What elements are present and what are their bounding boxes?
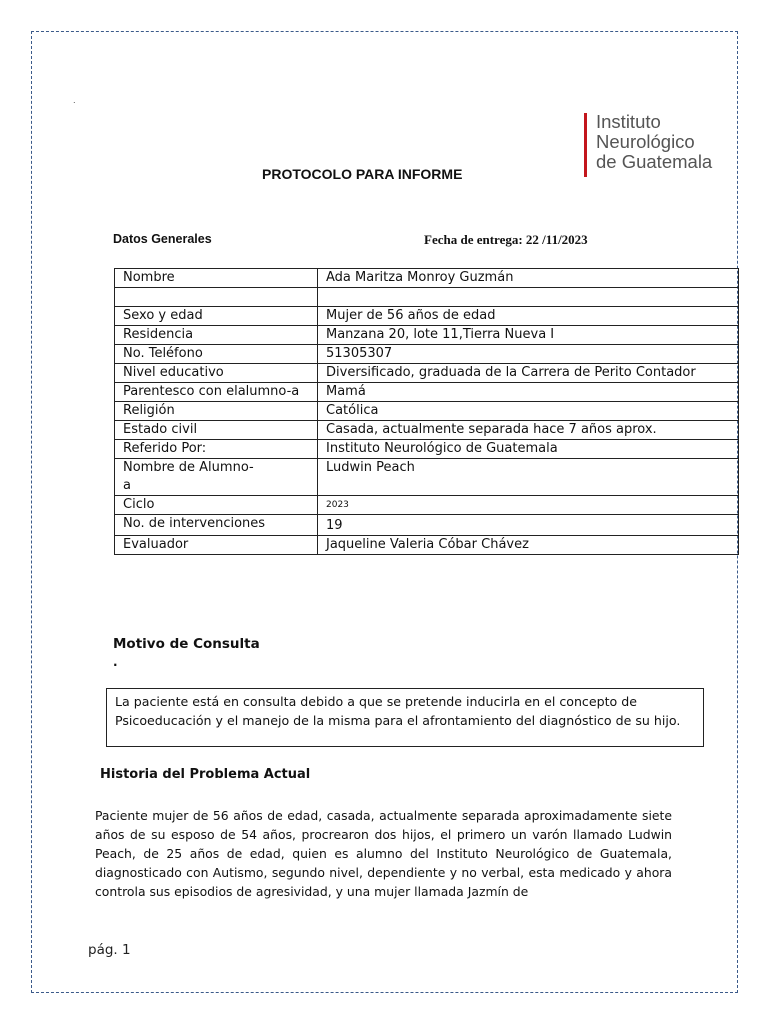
general-data-table [114, 268, 739, 555]
row-value: 19 [318, 515, 739, 536]
table-row [115, 364, 739, 383]
row-value: Mujer de 56 años de edad [318, 307, 739, 326]
page-number: pág. 1 [88, 942, 131, 958]
row-value: Jaqueline Valeria Cóbar Chávez [318, 536, 739, 555]
row-key: Sexo y edad [115, 307, 318, 326]
logo-red-bar [584, 113, 587, 177]
logo-line-2: Neurológico [596, 131, 695, 152]
general-data-label: Datos Generales [113, 232, 212, 246]
historia-heading: Historia del Problema Actual [100, 767, 311, 782]
row-key: Nombre [115, 269, 318, 288]
table-row [115, 440, 739, 459]
row-key: Nombre de Alumno-a [115, 459, 318, 496]
row-key [115, 288, 318, 307]
table-row [115, 536, 739, 555]
motivo-dot: . [113, 655, 118, 669]
stray-dot: . [73, 96, 76, 105]
table-row [115, 459, 739, 496]
table-row [115, 269, 739, 288]
row-value: Mamá [318, 383, 739, 402]
row-key: Estado civil [115, 421, 318, 440]
row-key: No. Teléfono [115, 345, 318, 364]
row-key: Evaluador [115, 536, 318, 555]
table-row [115, 402, 739, 421]
table-row [115, 383, 739, 402]
row-key: Parentesco con elalumno-a [115, 383, 318, 402]
row-value: 2023 [318, 496, 739, 515]
row-value: Instituto Neurológico de Guatemala [318, 440, 739, 459]
logo-line-1: Instituto [596, 111, 661, 132]
row-key: No. de intervenciones [115, 515, 318, 536]
table-row [115, 345, 739, 364]
row-value: Diversificado, graduada de la Carrera de Perito Contador [318, 364, 739, 383]
row-value: Casada, actualmente separada hace 7 años aprox. [318, 421, 739, 440]
row-value: Católica [318, 402, 739, 421]
document-title: PROTOCOLO PARA INFORME [262, 166, 463, 182]
row-value: Manzana 20, lote 11,Tierra Nueva I [318, 326, 739, 345]
table-row [115, 515, 739, 536]
institute-logo [584, 112, 724, 182]
row-value: Ludwin Peach [318, 459, 739, 496]
row-value: Ada Maritza Monroy Guzmán [318, 269, 739, 288]
row-key: Referido Por: [115, 440, 318, 459]
table-row [115, 307, 739, 326]
row-key: Ciclo [115, 496, 318, 515]
delivery-date: Fecha de entrega: 22 /11/2023 [424, 232, 588, 247]
logo-text [596, 112, 712, 172]
row-key: Residencia [115, 326, 318, 345]
row-key: Religión [115, 402, 318, 421]
logo-line-3: de Guatemala [596, 151, 713, 172]
historia-paragraph: Paciente mujer de 56 años de edad, casada, actualmente separada aproximadamente siete años de su esposo de 54 años, procrearon dos hijos, el primero un varón llamado Ludwin Peach, de 25 años de edad, quien es alumno del Instituto Neurológico de Guatemala, diagnosticado con Autismo, segundo nivel, dependiente y no verbal, esta medicado y ahora controla sus episodios de agresividad, y una mujer llamada Jazmín de [95, 808, 672, 899]
row-value [318, 288, 739, 307]
table-row [115, 326, 739, 345]
row-key: Nivel educativo [115, 364, 318, 383]
row-value: 51305307 [318, 345, 739, 364]
motivo-text-box: La paciente está en consulta debido a que se pretende inducirla en el concepto de Psicoeducación y el manejo de la misma para el afrontamiento del diagnóstico de su hijo. [106, 688, 704, 747]
table-row [115, 421, 739, 440]
table-row [115, 288, 739, 307]
motivo-heading: Motivo de Consulta [113, 636, 260, 652]
table-row [115, 496, 739, 515]
